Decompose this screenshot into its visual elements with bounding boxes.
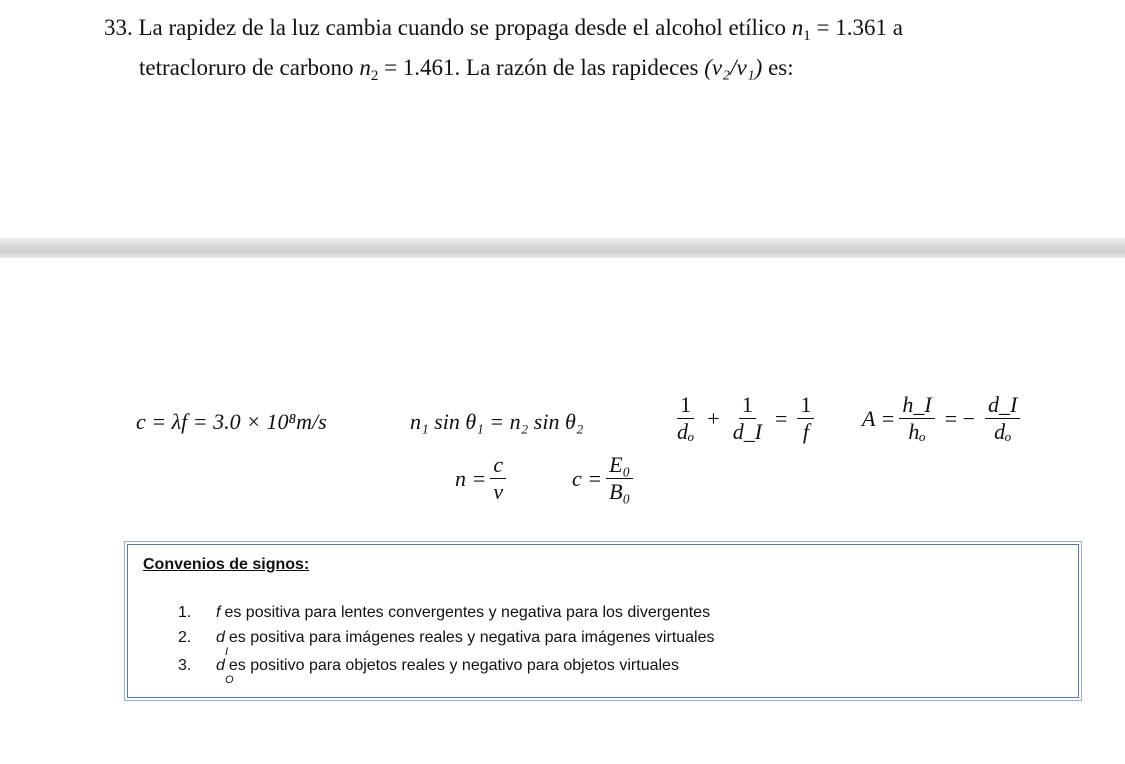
lens-plus: + (707, 405, 720, 431)
magnification-lhs: A = (862, 405, 896, 431)
list-item (178, 628, 715, 658)
sign-conventions-title: Convenios de signos: (143, 556, 310, 573)
item-number: 3. (178, 657, 192, 674)
lens-term3-numerator: 1 (797, 392, 814, 419)
wave-speed-formula (136, 402, 327, 442)
item-variable-subscript: O (225, 674, 234, 686)
lens-term3-denominator: f (802, 419, 810, 444)
snell-law-text: n₁ sin θ₁ = n₂ sin θ₂ (410, 409, 584, 434)
question-33 (104, 12, 1104, 92)
thin-lens-formula (670, 392, 818, 445)
sign-conventions-list (178, 603, 715, 686)
lens-term1-numerator: 1 (677, 392, 694, 419)
lens-term-image (730, 392, 765, 445)
index-fraction (490, 452, 506, 505)
lens-term1-denominator: dₒ (677, 419, 695, 444)
item-variable (216, 656, 234, 686)
lens-term-focal (797, 392, 814, 445)
lens-term2-numerator: 1 (739, 392, 756, 419)
question-number: 33. (104, 15, 133, 40)
magnification-height-ratio (899, 392, 934, 445)
magnification-distance-ratio (985, 392, 1020, 445)
item-variable-letter: d (216, 657, 225, 674)
question-line-2 (104, 52, 1104, 92)
item-text: es positivo para objetos reales y negativo para objetos virtuales (228, 657, 679, 674)
question-end: es: (768, 55, 794, 80)
item-variable (216, 628, 229, 658)
index-lhs: n = (455, 465, 487, 491)
item-variable-subscript: I (225, 646, 229, 658)
item-variable-letter: d (216, 629, 225, 646)
item-text: es positiva para imágenes reales y negativa para imágenes virtuales (228, 629, 715, 646)
refractive-index-formula (455, 452, 510, 505)
n1-symbol: n (791, 15, 804, 40)
question-text-2: tetracloruro de carbono (139, 55, 354, 80)
field-ratio-lhs: c = (572, 465, 603, 491)
magnetic-field: B₀ (609, 479, 631, 504)
magnification-equals-minus: = − (944, 405, 976, 431)
index-denominator: v (493, 479, 504, 504)
item-variable: f (216, 604, 221, 621)
item-number: 1. (178, 604, 192, 621)
index-numerator: c (490, 452, 506, 479)
speed-ratio: (v₂/v₁) (704, 55, 763, 80)
magnification-formula (862, 392, 1024, 445)
n2-value: = 1.461. La razón de las rapideces (384, 55, 699, 80)
lens-term2-denominator: d_I (732, 419, 763, 444)
field-ratio-fraction (606, 452, 633, 505)
n2-subscript: 2 (370, 68, 379, 84)
sign-conventions-box (127, 544, 1079, 698)
n2-symbol: n (359, 55, 371, 80)
n1-value: = 1.361 a (816, 15, 903, 40)
lens-equals: = (775, 405, 788, 431)
object-distance: dₒ (994, 419, 1012, 444)
lens-term-object (674, 392, 697, 445)
n1-subscript: 1 (803, 28, 811, 44)
image-distance: d_I (985, 392, 1020, 419)
image-height: h_I (899, 392, 934, 419)
object-height: hₒ (908, 419, 926, 444)
wave-speed-text: c = λf = 3.0 × 10⁸m/s (136, 409, 327, 434)
question-line-1 (104, 12, 1104, 52)
list-item (178, 603, 715, 623)
item-text: es positiva para lentes convergentes y negativa para los divergentes (224, 604, 711, 621)
question-text-1: La rapidez de la luz cambia cuando se propaga desde el alcohol etílico (138, 15, 787, 40)
list-item (178, 656, 715, 686)
section-divider (0, 238, 1125, 258)
snell-law-formula (410, 402, 583, 442)
electric-field: E₀ (606, 452, 633, 479)
field-ratio-formula (572, 452, 637, 505)
item-number: 2. (178, 629, 192, 646)
